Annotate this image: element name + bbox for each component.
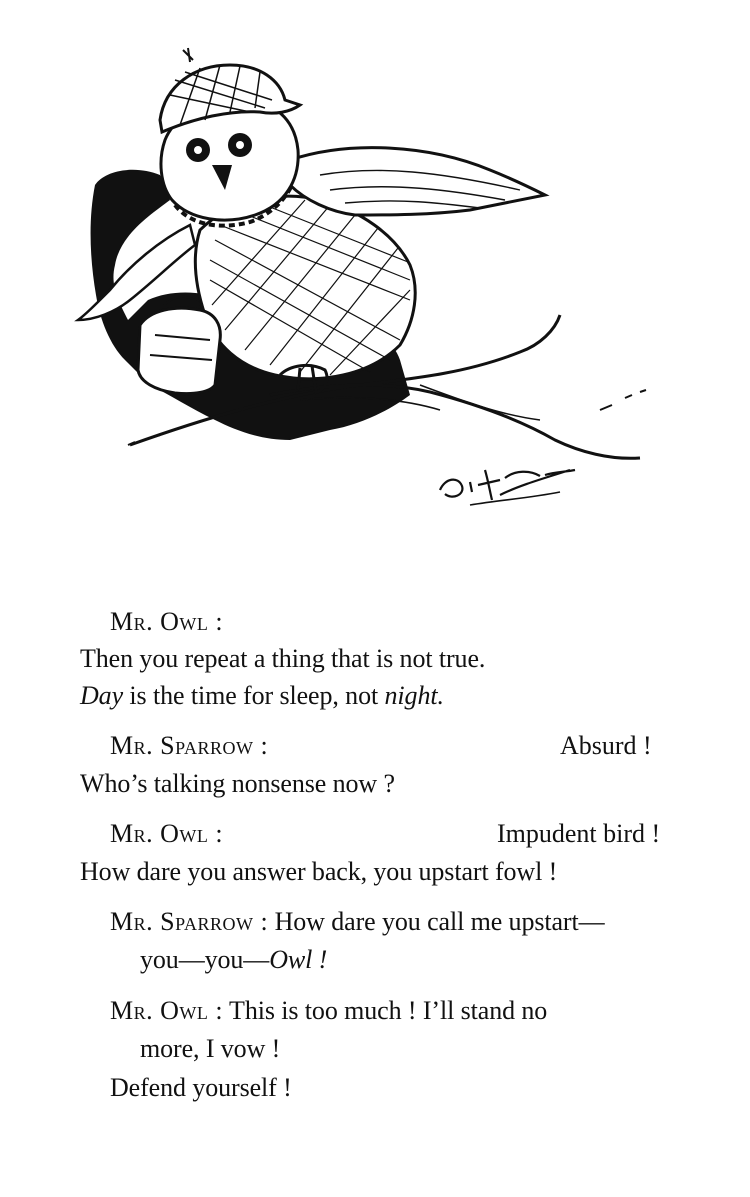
speaker-sparrow: Mr. Sparrow : — [110, 907, 269, 936]
owl-illustration — [0, 0, 750, 560]
speaker-sparrow: Mr. Sparrow : — [110, 731, 269, 760]
line-12: Defend yourself ! — [110, 1073, 292, 1102]
owl-wing — [290, 148, 545, 215]
speaker-owl: Mr. Owl : — [110, 607, 224, 636]
emphasis-day: Day — [80, 681, 124, 710]
line-9: you—you—Owl ! — [140, 945, 328, 974]
line-4 — [110, 730, 268, 762]
line-1 — [110, 606, 223, 638]
line-3: Day is the time for sleep, not night. — [80, 681, 444, 710]
owl-bag — [138, 308, 220, 393]
line-5: Who’s talking nonsense now ? — [80, 769, 395, 798]
line-2: Then you repeat a thing that is not true. — [80, 644, 486, 673]
line-10: Mr. Owl : This is too much ! I’ll stand no — [110, 996, 548, 1025]
line-7: How dare you answer back, you upstart fowl ! — [80, 857, 558, 886]
line-8: Mr. Sparrow : How dare you call me upstart— — [110, 907, 605, 936]
line-11: more, I vow ! — [140, 1034, 281, 1063]
artist-signature — [440, 470, 575, 505]
line-6 — [110, 818, 223, 850]
owl-coat — [195, 196, 415, 379]
line-6-right: Impudent bird ! — [497, 819, 661, 848]
speaker-owl: Mr. Owl : — [110, 996, 224, 1025]
emphasis-owl: Owl ! — [269, 945, 328, 974]
emphasis-night: night. — [384, 681, 444, 710]
speaker-owl: Mr. Owl : — [110, 819, 224, 848]
line-4-right: Absurd ! — [560, 731, 652, 760]
